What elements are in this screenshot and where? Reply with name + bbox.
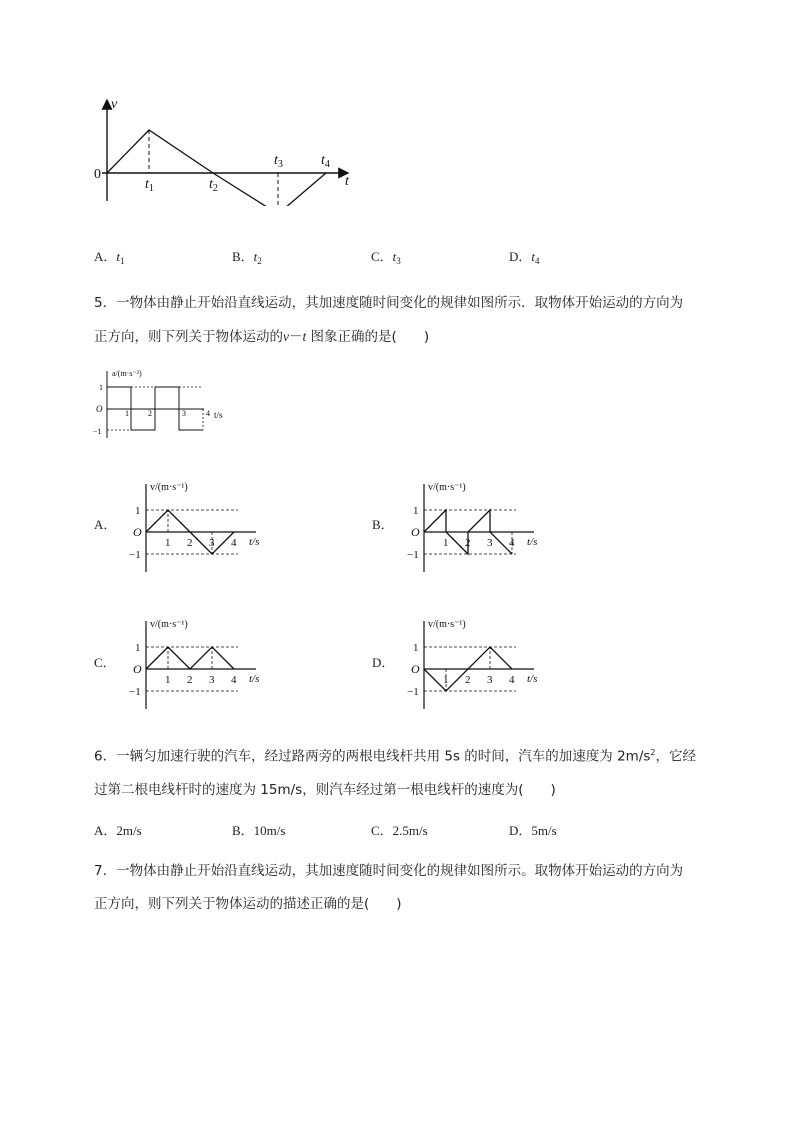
vt-velocity-line [146, 647, 234, 669]
x-axis-label: t [345, 174, 349, 189]
vt-origin-label: O [133, 662, 142, 676]
question-7-text [94, 855, 704, 921]
q5-option-a-letter[interactable]: A． [94, 517, 117, 532]
vt-y-label: v/(m·s⁻¹) [150, 482, 188, 493]
q5-line-1: 5．一物体由静止开始沿直线运动，其加速度随时间变化的规律如图所示．取物体开始运动的方向为 [94, 295, 684, 311]
vt-origin-label: O [411, 525, 420, 539]
question-6-text [94, 736, 704, 807]
vt-x-tick: 4 [231, 674, 237, 686]
vt-x-tick: 2 [187, 537, 193, 549]
vt-x-tick: 3 [209, 537, 215, 549]
q6-line-2: 过第二根电线杆时的速度为 15m/s，则汽车经过第一根电线杆的速度为( ) [94, 781, 556, 798]
q5-option-b-letter[interactable]: B． [372, 517, 394, 532]
vt-x-tick: 1 [165, 537, 171, 549]
vt-x-tick: 2 [465, 674, 471, 686]
vt-x-tick: 3 [487, 537, 493, 549]
vt-y-tick-neg: −1 [129, 549, 141, 561]
vt-x-label: t/s [249, 536, 260, 548]
at-origin: O [96, 404, 103, 414]
tick-t3: $t_3$ [274, 153, 283, 170]
q7-line-2: 正方向，则下列关于物体运动的描述正确的是( ) [94, 896, 402, 912]
vt-x-tick: 3 [487, 674, 493, 686]
y-axis-label: v [111, 97, 118, 112]
vt-y-label: v/(m·s⁻¹) [428, 482, 466, 493]
vt-x-tick: 4 [509, 674, 515, 686]
q7-line-1: 7．一物体由静止开始沿直线运动，其加速度随时间变化的规律如图所示。取物体开始运动的方向为 [94, 863, 684, 879]
q5-line-2: 正方向，则下列关于物体运动的v－t 图象正确的是( ) [94, 329, 430, 345]
vt-x-label: t/s [527, 536, 538, 548]
q6-option-d[interactable]: D．5m/s [509, 823, 557, 838]
vt-y-tick-pos: 1 [413, 505, 419, 517]
q4-option-d[interactable]: D．$t_4$ [509, 249, 540, 266]
q4-option-b[interactable]: B．$t_2$ [232, 249, 262, 266]
vt-x-tick: 2 [187, 674, 193, 686]
q6-option-b[interactable]: B．10m/s [232, 823, 286, 838]
vt-x-label: t/s [527, 673, 538, 685]
vt-x-tick: 1 [443, 674, 449, 686]
vt-origin-label: O [411, 662, 420, 676]
origin-label: 0 [94, 167, 101, 182]
at-tick-1: 1 [125, 409, 129, 418]
vt-y-label: v/(m·s⁻¹) [428, 619, 466, 630]
vt-y-tick-neg: −1 [407, 549, 419, 561]
q5-option-b-graph[interactable] [398, 478, 548, 576]
q5-option-c-graph[interactable] [120, 615, 270, 713]
vt-x-tick: 1 [165, 674, 171, 686]
vt-origin-label: O [133, 525, 142, 539]
vt-y-tick-neg: −1 [129, 686, 141, 698]
at-figure-q5 [92, 366, 232, 440]
vt-y-tick-neg: −1 [407, 686, 419, 698]
q5-option-d-graph[interactable] [398, 615, 548, 713]
tick-t2: $t_2$ [209, 177, 218, 194]
q6-line-1: 6．一辆匀加速行驶的汽车，经过路两旁的两根电线杆共用 5s 的时间，汽车的加速度为 $2m/s^2$，它经 [94, 748, 696, 765]
at-tick-3: 3 [182, 409, 186, 418]
at-tick-2: 2 [148, 409, 152, 418]
question-5-text [94, 287, 704, 354]
q5-option-c-letter[interactable]: C． [94, 655, 116, 670]
q4-option-c[interactable]: C．$t_3$ [371, 249, 401, 266]
vt-y-tick-pos: 1 [135, 505, 141, 517]
vt-x-tick: 4 [509, 537, 515, 549]
vt-y-tick-pos: 1 [135, 642, 141, 654]
at-y-label: a/(m·s⁻²) [112, 369, 142, 378]
at-x-label: t/s [214, 410, 223, 420]
q6-option-c[interactable]: C．2.5m/s [371, 823, 428, 838]
velocity-line [107, 130, 326, 206]
q4-option-a[interactable]: A．$t_1$ [94, 249, 125, 266]
vt-y-label: v/(m·s⁻¹) [150, 619, 188, 630]
q5-option-d-letter[interactable]: D． [372, 655, 395, 670]
at-tick-4: 4 [206, 409, 210, 418]
vt-figure-q4 [90, 96, 360, 206]
tick-t1: $t_1$ [145, 177, 154, 194]
q6-option-a[interactable]: A．2m/s [94, 823, 142, 838]
vt-x-tick: 3 [209, 674, 215, 686]
at-y-neg: −1 [93, 427, 102, 436]
vt-y-tick-pos: 1 [413, 642, 419, 654]
q5-option-a-graph[interactable] [120, 478, 270, 576]
at-y-pos: 1 [99, 383, 103, 392]
vt-x-tick: 1 [443, 537, 449, 549]
vt-x-tick: 2 [465, 537, 471, 549]
tick-t4: $t_4$ [321, 153, 330, 170]
vt-x-label: t/s [249, 673, 260, 685]
vt-x-tick: 4 [231, 537, 237, 549]
